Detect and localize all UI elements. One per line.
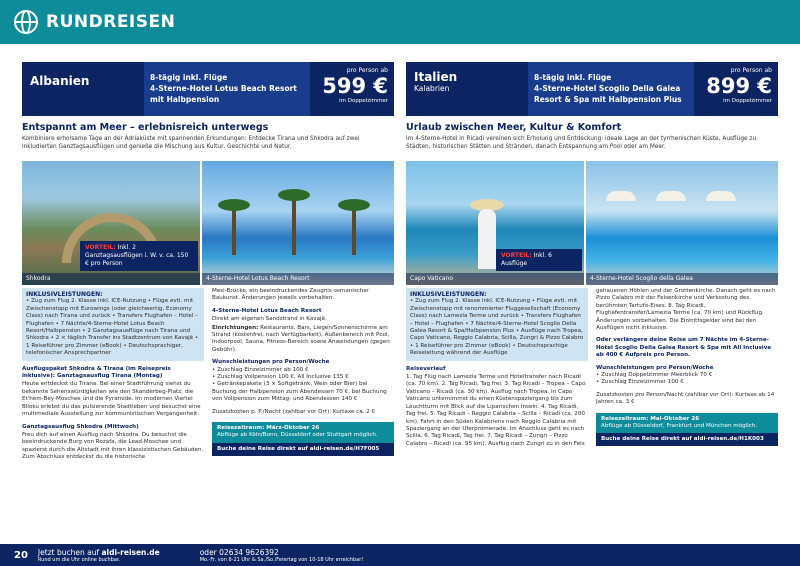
section-text: Restaurants, Bars, Liegen/Sonnenschirme am Strand (kostenfrei, nach Verfügbarkeit), Außenbereich mit Pool, Indoorpool, Sauna, Fitness-Bereich sowie Anwendungen (gegen Gebühr). <box>212 324 390 353</box>
region-box <box>22 62 144 116</box>
page-number: 20 <box>14 549 28 561</box>
price-amount: 599 € <box>322 74 388 98</box>
section-title: Ganztagsausflug Shkodra (Mittwoch) <box>22 423 139 430</box>
extra-costs: Zusatzkosten pro Person/Nacht (zahlbar vor Ort): Kurtaxe ab 14 Jahren ca. 3 € <box>596 391 775 406</box>
booking-label: Buche deine Reise direkt auf <box>601 436 692 443</box>
body-col-2 <box>596 288 778 448</box>
footer-phone-number[interactable]: oder 02634 9626392 <box>199 547 279 557</box>
offer-title: Entspannt am Meer – erlebnisreich unterwegs <box>22 122 269 133</box>
offer-line: 4-Sterne-Hotel Lotus Beach Resort <box>150 84 297 93</box>
region-sub: Kalabrien <box>414 84 450 93</box>
inclusive-box <box>22 288 204 361</box>
photo-strip <box>22 161 394 285</box>
wish-item: • Zuschlag Vollpension 100 €, All Inclusive 135 € <box>212 374 349 381</box>
wishes-section <box>212 359 394 403</box>
offer-summary <box>144 62 310 116</box>
period-title: Reisezeitraum: Mai-Oktober 26 <box>601 415 700 422</box>
umbrella-illustration <box>706 191 736 201</box>
photo-caption: Shkodra <box>22 273 200 285</box>
inclusive-box <box>406 288 588 361</box>
section-text: Direkt am eigenen Sandstrand in Kavajë. <box>212 316 327 323</box>
period-text: Abflüge ab Düsseldorf, Frankfurt und München möglich. <box>601 422 758 429</box>
section-title: Wunschleistungen pro Person/Woche <box>212 359 330 366</box>
offer-line: Resort & Spa mit Halbpension Plus <box>534 95 682 104</box>
continued-text: gehauenen Höhlen und der Grottenkirche. Danach geht es nach Pizzo Calabro mit der Felsenkirche und Verkostung des berühmten Tartufo-Eises. 8. Tag Ricadi, Flughafentransfer/Lamezia Terme (ca. 70 km) und Rückflug. Änderungen vorbehalten. Die Eintrittsgelder sind bei den Ausflügen nicht inklusive. <box>596 288 776 332</box>
photo-caption: Capo Vaticano <box>406 273 584 285</box>
booking-link[interactable] <box>596 433 778 446</box>
price-amount: 899 € <box>706 74 772 98</box>
price-box <box>310 62 394 116</box>
photo-hotel <box>586 161 778 285</box>
offer-body <box>22 288 394 462</box>
region-name: Italien <box>414 70 458 84</box>
vorteil-text: Inkl. 2 Ganztagsausflügen i. W. v. ca. 150 € pro Person <box>85 244 189 267</box>
vorteil-badge <box>496 249 582 271</box>
palm-illustration <box>352 205 356 255</box>
section-title: 4-Sterne-Hotel Lotus Beach Resort <box>212 307 322 314</box>
section-title: Reiseverlauf <box>406 365 446 372</box>
vorteil-text: Inkl. 6 Ausflüge <box>501 252 552 267</box>
section-title: Ausflugspaket Shkodra & Tirana (im Reisepreis inklusive): Ganztagsausflug Tirana (Montag) <box>22 365 171 380</box>
offer-line: 8-tägig inkl. Flüge <box>534 73 612 82</box>
offer-title: Urlaub zwischen Meer, Kultur & Komfort <box>406 122 622 133</box>
footer-book-url[interactable]: aldi-reisen.de <box>101 547 160 557</box>
inclusive-title: INKLUSIVLEISTUNGEN: <box>410 291 487 298</box>
photo-strip <box>406 161 778 285</box>
offer-line: 4-Sterne-Hotel Scoglio Della Galea <box>534 84 681 93</box>
offer-line: 8-tägig inkl. Flüge <box>150 73 228 82</box>
inclusive-text: • Zug zum Flug 2. Klasse inkl. ICE-Nutzung • Flüge evtl. mit Zwischenstopp mit renommierter Fluggesellschaft (Economy Class) nach Lamezia Terme und zurück • Transfers Flughafen – Hotel – Flughafen • 7 Nächte/4-Sterne-Hotel Scoglio Della Galea Resort & Spa/Halbpension Plus • Ausflüge nach Tropea, Capo Vaticano, Reggio Calabria, Scilla, Zungri & Pizzo Calabro • 1 Reiseführer pro Zimmer (eBook) • Deutschsprachige Reiseleitung während der Ausflüge <box>410 298 584 357</box>
palm-illustration <box>232 205 236 255</box>
booking-box <box>212 422 394 456</box>
extra-costs: Zusatzkosten p. P./Nacht (zahlbar vor Ort): Kurtaxe ca. 2 € <box>212 408 376 415</box>
section-text: Heute entdeckst du Tirana. Bei einer Stadtführung siehst du bekannte Sehenswürdigkeiten wie den Skanderbeg-Platz, die Et'hem-Bey-Moschee und die Pyramide. Im modernen Viertel Blloku erlebst du das pulsierende Stadtleben und besuchst eine multimediale Ausstellung zur kommunistischen Vergangenheit. <box>22 381 201 418</box>
price-label: pro Person ab <box>346 67 388 74</box>
vorteil-label: VORTEIL: <box>501 252 532 259</box>
itinerary-section <box>406 366 588 448</box>
period-title: Reisezeitraum: März-Oktober 26 <box>217 425 320 432</box>
wish-item: • Zuschlag Doppelzimmer Meerblick 70 € <box>596 372 713 379</box>
vorteil-label: VORTEIL: <box>85 244 116 251</box>
vorteil-badge <box>80 241 198 271</box>
palm-illustration <box>292 195 296 255</box>
photo-hotel <box>202 161 394 285</box>
offer-header <box>406 62 778 116</box>
tirana-section <box>22 366 204 419</box>
footer-phone-note: Mo.-Fr. von 8-21 Uhr & Sa./So./Feiertag von 10-18 Uhr erreichbar! <box>199 556 364 563</box>
wish-item: • Getränkepakete (3 × Softgetränk, Wein oder Bier) bei Buchung der Halbpension zum Abendessen 70 €, bei Buchung von Vollpension zum Mittag- und Abendessen 140 € <box>212 381 387 403</box>
umbrella-illustration <box>606 191 636 201</box>
section-subtitle: Einrichtungen: <box>212 324 259 331</box>
price-unit: im Doppelzimmer <box>723 98 772 104</box>
footer-book-note: Rund um die Uhr online buchbar. <box>37 556 121 563</box>
footer-phone <box>200 548 364 563</box>
offer-intro: Im 4-Sterne-Hotel in Ricadi vereinen sich Erholung und Entdeckung: ideale Lage an der tyrrhenischen Küste, Ausflüge zu Städten, historischen Stätten und Stränden, danach Entspannung am Pool oder am Meer. <box>406 136 757 150</box>
price-label: pro Person ab <box>730 67 772 74</box>
booking-box <box>596 413 778 447</box>
wish-item: • Zuschlag Einzelzimmer ab 100 € <box>212 366 309 373</box>
offer-body <box>406 288 778 448</box>
globe-icon <box>14 10 38 34</box>
inclusive-text: • Zug zum Flug 2. Klasse inkl. ICE-Nutzung • Flüge evtl. mit Zwischenstopp mit Eurowings (oder gleichwertig, Economy Class) nach Tirana und zurück • Transfers Flughafen – Hotel – Flughafen • 7 Nächte/4-Sterne-Hotel Lotus Beach Resort/Halbpension • 2 Ganztagsausflüge nach Tirana und Shkodra • 2 × täglich Transfer ins Stadtzentrum von Kavajë • 1 Reiseführer pro Zimmer (eBook) • Deutschsprachiger, telefonischer Ansprechpartner <box>26 298 199 357</box>
section-text: 1. Tag Flug nach Lamezia Terme und Hoteltransfer nach Ricadi (ca. 70 km). 2. Tag Ricadi, Tag frei. 3. Tag Ricadi – Tropea – Capo Vaticano – Ricadi (ca. 30 km). Ausflug nach Tropea. In Capo Vaticano unternimmst du einen Küstenspaziergang bis zum Leuchtturm mit Blick auf die Liparischen Inseln. 4. Tag Ricadi, Tag frei. 5. Tag Ricadi – Reggio Calabria – Scilla – Ricadi (ca. 200 km). Fahrt in den Süden Kalabriens nach Reggio Calabria mit Spaziergang an der Uferpromenade. Im Anschluss geht es nach Scilla. 6. Tag Ricadi, Tag frei. 7. Tag Ricadi – Zungri – Pizzo Calabro – Ricadi (ca. 95 km). Ausflug nach Zungri zu in den Fels <box>406 374 586 447</box>
wishes-section <box>596 365 778 387</box>
photo-caption: 4-Sterne-Hotel Scoglio della Galea <box>586 273 778 285</box>
offer-summary <box>528 62 694 116</box>
offer-intro: Kombiniere erholsame Tage an der Adriaküste mit spannenden Erkundungen: Entdecke Tirana und Shkodra auf zwei inkludierten Ganztagsausflügen und genieße die Mischung aus Kultur, Geschichte und Natur. <box>22 136 360 150</box>
footer-booking <box>38 548 160 563</box>
inclusive-title: INKLUSIVLEISTUNGEN: <box>26 291 103 298</box>
footer-book-prefix: Jetzt buchen auf <box>37 547 102 557</box>
offer-header <box>22 62 394 116</box>
hotel-section <box>212 308 394 354</box>
booking-link[interactable] <box>212 443 394 456</box>
umbrella-illustration <box>656 191 686 201</box>
offer-albanien <box>22 62 394 462</box>
booking-url[interactable]: aldi-reisen.de/H1K003 <box>693 436 764 443</box>
booking-label: Buche deine Reise direkt auf <box>217 445 308 452</box>
booking-url[interactable]: aldi-reisen.de/H7F005 <box>309 445 380 452</box>
extension-offer: Oder verlängere deine Reise um 7 Nächte im 4-Sterne-Hotel Scoglio Della Galea Resort & Spa mit All Inclusive ab 400 € Aufpreis pro Person. <box>596 337 772 359</box>
section-text: Freu dich auf einen Ausflug nach Shkodra. Du besuchst die beeindruckende Burg von Rozafa, die Lead-Moschee und spazierst durch die Altstadt mit ihren klassizistischen Gebäuden. Zum Abschluss entdeckst du die historische <box>22 431 204 461</box>
top-banner <box>0 0 800 44</box>
body-col-2 <box>212 288 394 462</box>
page-footer <box>0 544 800 566</box>
region-box <box>406 62 528 116</box>
period-text: Abflüge ab Köln/Bonn, Düsseldorf oder Stuttgart möglich. <box>217 432 378 439</box>
body-col-1 <box>22 288 204 462</box>
offer-line: mit Halbpension <box>150 95 220 104</box>
region-name: Albanien <box>30 74 90 88</box>
body-col-1 <box>406 288 588 448</box>
photo-caption: 4-Sterne-Hotel Lotus Beach Resort <box>202 273 394 285</box>
shkodra-section <box>22 424 204 462</box>
section-title: Wunschleistungen pro Person/Woche <box>596 364 714 371</box>
price-unit: im Doppelzimmer <box>339 98 388 104</box>
price-box <box>694 62 778 116</box>
banner-title: RUNDREISEN <box>46 12 176 32</box>
continued-text: Mesi-Brücke, ein beeindruckendes Zeugnis osmanischer Baukunst. Änderungen jeweils vorbehalten. <box>212 288 370 302</box>
offer-italien <box>406 62 778 448</box>
wish-item: • Zuschlag Einzelzimmer 100 € <box>596 379 684 386</box>
